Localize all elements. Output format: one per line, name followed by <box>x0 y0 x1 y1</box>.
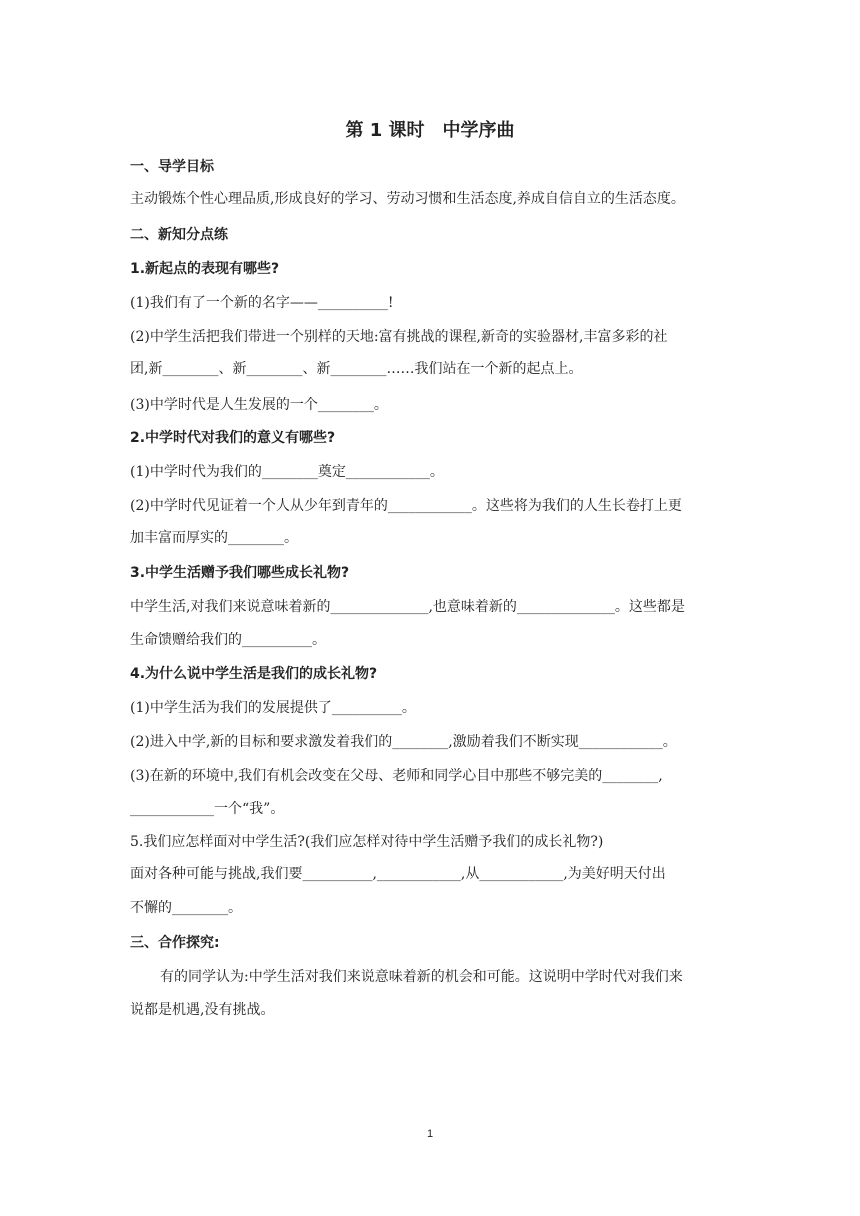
answer-line: (3)在新的环境中,我们有机会改变在父母、老师和同学心目中那些不够完美的________, <box>130 768 663 784</box>
answer-line: (1)中学生活为我们的发展提供了__________。 <box>130 700 416 716</box>
answer-line: 面对各种可能与挑战,我们要__________,____________,从____________,为美好明天付出 <box>130 866 666 882</box>
answer-line: 加丰富而厚实的________。 <box>130 530 298 546</box>
answer-line: 生命馈赠给我们的__________。 <box>130 632 326 648</box>
answer-line: 团,新________、新________、新________……我们站在一个新的起点上。 <box>130 361 583 377</box>
page-number: 1 <box>426 1128 434 1140</box>
answer-line: (2)中学生活把我们带进一个别样的天地:富有挑战的课程,新奇的实验器材,丰富多彩的社 <box>130 329 668 345</box>
answer-line: (3)中学时代是人生发展的一个________。 <box>130 397 388 413</box>
answer-line: (2)进入中学,新的目标和要求激发着我们的________,激励着我们不断实现____________。 <box>130 734 677 750</box>
section-heading-1: 一、导学目标 <box>130 159 214 175</box>
answer-line: (1)中学时代为我们的________奠定____________。 <box>130 464 444 480</box>
answer-line: ____________一个“我”。 <box>130 801 285 817</box>
question-2: 2.中学时代对我们的意义有哪些? <box>130 430 336 446</box>
answer-line: 不懈的________。 <box>130 900 242 916</box>
answer-line: (2)中学时代见证着一个人从少年到青年的____________。这些将为我们的人生长卷打上更 <box>130 498 682 514</box>
page-title: 第 1 课时 中学序曲 <box>345 120 515 141</box>
answer-line: 中学生活,对我们来说意味着新的______________,也意味着新的______________。这些都是 <box>130 599 685 615</box>
question-5: 5.我们应怎样面对中学生活?(我们应怎样对待中学生活赠予我们的成长礼物?) <box>130 834 604 850</box>
question-4: 4.为什么说中学生活是我们的成长礼物? <box>130 666 378 682</box>
section-heading-2: 二、新知分点练 <box>130 227 228 243</box>
paragraph-discussion: 说都是机遇,没有挑战。 <box>130 1002 275 1018</box>
paragraph-objective: 主动锻炼个性心理品质,形成良好的学习、劳动习惯和生活态度,养成自信自立的生活态度。 <box>130 191 685 207</box>
question-1: 1.新起点的表现有哪些? <box>130 261 280 277</box>
question-3: 3.中学生活赠予我们哪些成长礼物? <box>130 565 350 581</box>
paragraph-discussion: 有的同学认为:中学生活对我们来说意味着新的机会和可能。这说明中学时代对我们来 <box>160 969 683 985</box>
section-heading-3: 三、合作探究: <box>130 935 220 951</box>
answer-line: (1)我们有了一个新的名字——__________! <box>130 295 394 311</box>
